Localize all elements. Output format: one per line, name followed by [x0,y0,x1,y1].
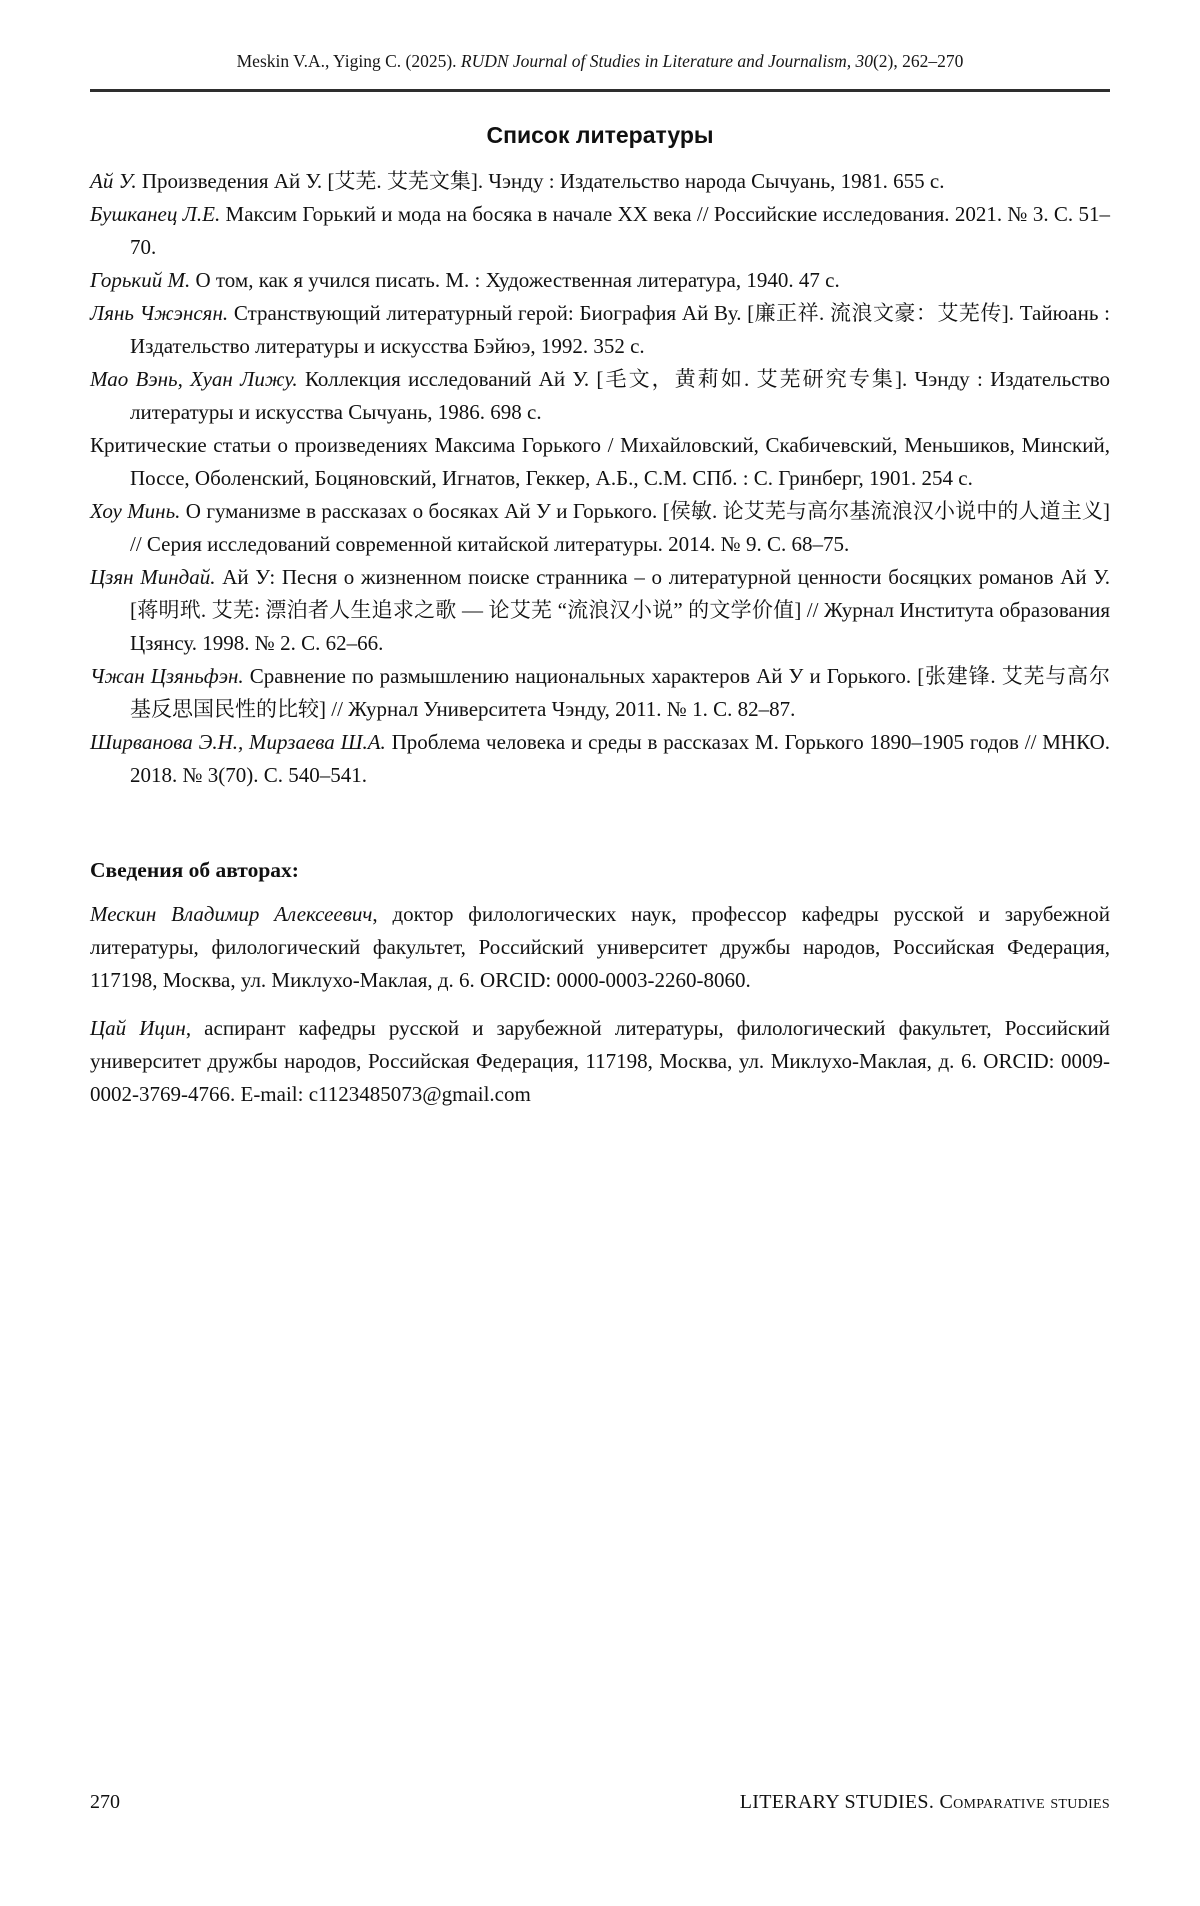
author-bio [90,1012,1110,1111]
author-details: , аспирант кафедры русской и зарубежной литературы, филологический факультет, Российский университет дружбы народов, Российская Федерация, 117198, Москва, ул. Миклухо-Маклая, д. 6. ORCID: 0009-0002-3769-4766. E-mail: c1123485073@gmail.com [90,1015,1111,1106]
reference-text: Сравнение по размышлению национальных характеров Ай У и Горького. [张建锋. 艾芜与高尔基反思国民性的比较] // Журнал Университета Чэнду, 2011. № 1. С. 82–87. [130,663,1110,721]
reference-text: О гуманизме в рассказах о босяках Ай У и Горького. [侯敏. 论艾芜与高尔基流浪汉小说中的人道主义] // Серия исследований современной китайской литературы. 2014. № 9. С. 68–75. [130,498,1110,556]
running-head [90,50,1110,73]
reference-author: Мао Вэнь, Хуан Лижу. [90,366,298,391]
authors-heading: Сведения об авторах: [90,857,299,882]
running-head-citation: Meskin V.A., Yiging C. (2025). [236,51,461,71]
page-number: 270 [90,1791,120,1813]
author-name: Цай Ицин [90,1015,186,1040]
footer-section-label [740,1791,1110,1814]
reference-item [90,726,1110,792]
reference-text: Странствующий литературный герой: Биография Ай Ву. [廉正祥. 流浪文豪：艾芜传]. Тайюань : Издательство литературы и искусства Бэйюэ, 1992. 352 с. [130,300,1111,358]
reference-item [90,561,1110,660]
references-list [90,165,1110,792]
reference-item [90,297,1110,363]
reference-text: Проблема человека и среды в рассказах М. Горького 1890–1905 годов // МНКО. 2018. № 3(70). С. 540–541. [130,729,1110,787]
reference-item [90,660,1110,726]
author-details: , доктор филологических наук, профессор кафедры русской и зарубежной литературы, филологический факультет, Российский университет дружбы народов, Российская Федерация, 117198, Москва, ул. Миклухо-Маклая, д. 6. ORCID: 0000-0003-2260-8060. [90,901,1110,992]
reference-author: Чжан Цзяньфэн. [90,663,244,688]
header-rule [90,89,1110,92]
footer-section-main: LITERARY STUDIES. [739,1791,940,1813]
author-name: Мескин Владимир Алексеевич [90,901,373,926]
reference-item [90,363,1110,429]
reference-text: Произведения Ай У. [艾芜. 艾芜文集]. Чэнду : Издательство народа Сычуань, 1981. 655 с. [136,168,945,193]
reference-author: Ай У. [90,168,137,193]
reference-text: Критические статьи о произведениях Максима Горького / Михайловский, Скабичевский, Меньшиков, Минский, Поссе, Оболенский, Боцяновский, Игнатов, Геккер, А.Б., С.М. СПб. : С. Гринберг, 1901. 254 с. [90,432,1110,490]
reference-author: Цзян Миндай. [90,564,216,589]
reference-author: Лянь Чжэнсян. [90,300,229,325]
reference-item [90,264,1110,297]
reference-item [90,198,1110,264]
reference-text: О том, как я учился писать. М. : Художественная литература, 1940. 47 с. [190,267,840,292]
reference-author: Бушканец Л.Е. [90,201,221,226]
reference-text: Ай У: Песня о жизненном поиске странника – о литературной ценности босяцких романов Ай У. [蒋明玳. 艾芜: 漂泊者人生追求之歌 — 论艾芜 “流浪汉小说” 的文学价值] // Журнал Института образования Цзянсу. 1998. № 2. С. 62–66. [130,564,1110,655]
reference-item [90,495,1110,561]
reference-text: Максим Горький и мода на босяка в начале XX века // Российские исследования. 2021. № 3. С. 51–70. [130,201,1110,259]
reference-item [90,165,1110,198]
author-bio [90,898,1110,997]
running-head-journal-title: RUDN Journal of Studies in Literature and Journalism, 30 [460,51,873,71]
footer-section-sub: Comparative studies [939,1791,1110,1813]
reference-author: Хоу Минь. [90,498,181,523]
page-footer [90,1791,1110,1814]
reference-author: Горький М. [90,267,191,292]
reference-item [90,429,1110,495]
reference-text: Коллекция исследований Ай У. [毛文，黄莉如. 艾芜研究专集]. Чэнду : Издательство литературы и искусства Сычуань, 1986. 698 с. [130,366,1110,424]
references-title: Список литературы [486,121,714,148]
reference-author: Ширванова Э.Н., Мирзаева Ш.А. [90,729,386,754]
running-head-issue-pages: (2), 262–270 [872,51,964,71]
